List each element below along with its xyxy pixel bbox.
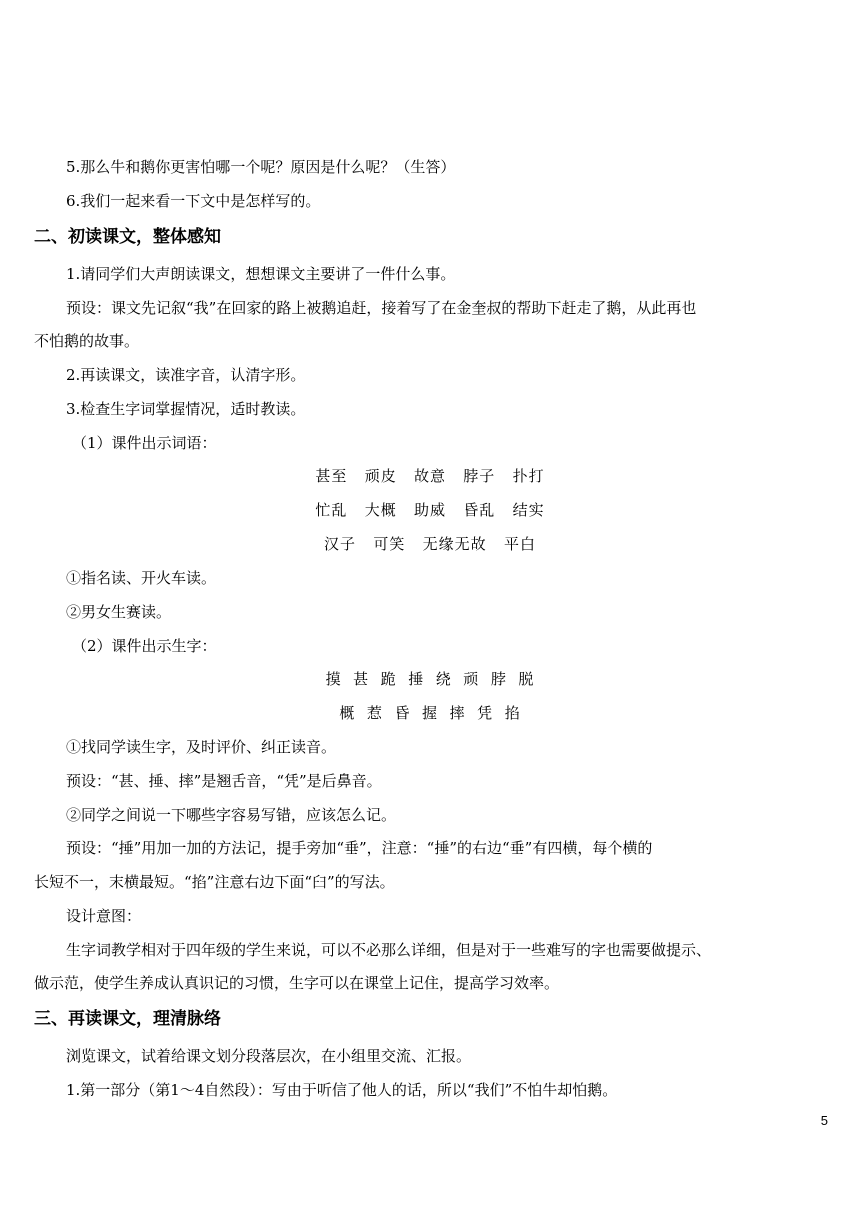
paragraph-question-6: 6.我们一起来看一下文中是怎样写的。 (66, 192, 321, 210)
paragraph-browse: 浏览课文，试着给课文划分段落层次，在小组里交流、汇报。 (66, 1047, 472, 1065)
page-number: 5 (820, 1113, 828, 1128)
paragraph-preset-2: 预设：“甚、捶、摔”是翘舌音，“凭”是后鼻音。 (66, 772, 382, 790)
paragraph-preset-3b: 长短不一，末横最短。“掐”注意右边下面“臼”的写法。 (34, 873, 395, 891)
paragraph-step-2: 2.再读课文，读准字音，认清字形。 (66, 366, 306, 384)
section-heading-3: 三、再读课文，理清脉络 (34, 1009, 221, 1029)
char-list-row-1: 摸 甚 跪 捶 绕 顽 脖 脱 (325, 670, 535, 688)
paragraph-part-1: 1.第一部分（第1～4自然段）：写由于听信了他人的话，所以“我们”不怕牛却怕鹅。 (66, 1081, 618, 1099)
word-list-row-1: 甚至 顽皮 故意 脖子 扑打 (315, 467, 545, 485)
paragraph-design-intent-a: 生字词教学相对于四年级的学生来说，可以不必那么详细，但是对于一些难写的字也需要做提示、 (66, 941, 712, 959)
paragraph-preset-1a: 预设：课文先记叙“我”在回家的路上被鹅追赶，接着写了在金奎叔的帮助下赶走了鹅，从此再也 (66, 299, 697, 317)
paragraph-activity-3: ①找同学读生字，及时评价、纠正读音。 (66, 738, 337, 756)
paragraph-design-intent-b: 做示范，使学生养成认真识记的习惯，生字可以在课堂上记住，提高学习效率。 (34, 974, 560, 992)
paragraph-step-3: 3.检查生字词掌握情况，适时教读。 (66, 400, 306, 418)
paragraph-activity-1: ①指名读、开火车读。 (66, 569, 217, 587)
word-list-row-2: 忙乱 大概 助威 昏乱 结实 (315, 501, 545, 519)
paragraph-activity-2: ②男女生赛读。 (66, 603, 172, 621)
char-list-row-2: 概 惹 昏 握 摔 凭 掐 (339, 704, 521, 722)
paragraph-activity-4: ②同学之间说一下哪些字容易写错，应该怎么记。 (66, 806, 397, 824)
paragraph-courseware-chars: （2）课件出示生字： (72, 637, 217, 655)
paragraph-courseware-words: （1）课件出示词语： (72, 434, 217, 452)
paragraph-design-intent-label: 设计意图： (66, 907, 142, 925)
paragraph-preset-1b: 不怕鹅的故事。 (34, 332, 140, 350)
paragraph-question-5: 5.那么牛和鹅你更害怕哪一个呢？原因是什么呢？（生答） (66, 158, 456, 176)
word-list-row-3: 汉子 可笑 无缘无故 平白 (324, 535, 536, 553)
paragraph-preset-3a: 预设：“捶”用加一加的方法记，提手旁加“垂”，注意：“捶”的右边“垂”有四横，每个横的 (66, 839, 653, 857)
paragraph-step-1: 1.请同学们大声朗读课文，想想课文主要讲了一件什么事。 (66, 265, 456, 283)
section-heading-2: 二、初读课文，整体感知 (34, 227, 221, 247)
